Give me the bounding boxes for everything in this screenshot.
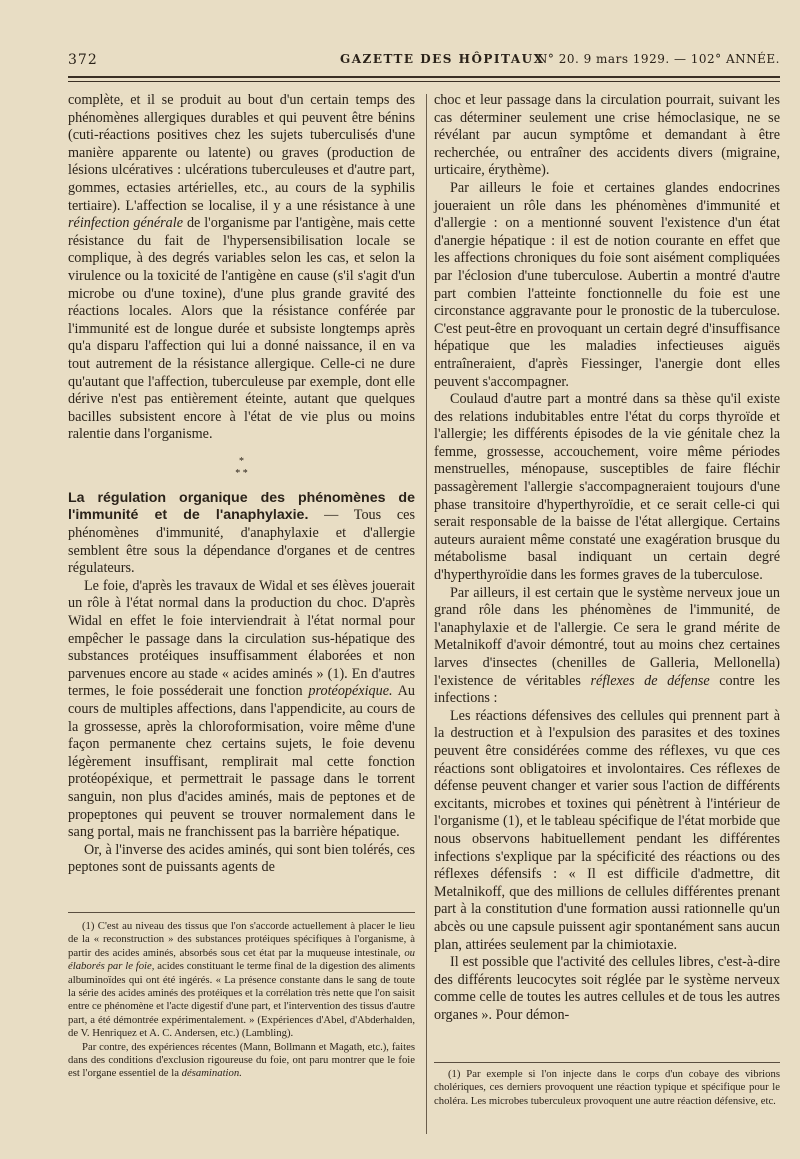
- right-column: [434, 92, 780, 1024]
- paragraph: [68, 578, 415, 842]
- italic-text: réinfection générale: [68, 215, 184, 232]
- text-run: de l'organisme par l'antigène, mais cette résistance du fait de l'hypersensibilisation locale se complique, à des degrés variables selon les cas, et selon la virulence ou la toxicité de l'antigène en cause (s'il s'agit d'un microbe ou d'une toxine), d'une plus grande gravité des réactions locales. Alors que la résistance conférée par l'immunité est de longue durée et subsiste longtemps après qu'a disparu l'affection qui lui a donné naissance, il en va tout autrement de la résistance allergique. Celle-ci ne dure qu'autant que l'affection, tuberculeuse par exemple, dont elle dérive n'est pas entièrement éteinte, autant que quelques bacilles subsistent encore à l'état de vie plus ou moins ralentie dans l'organisme.: [68, 215, 415, 443]
- issue-info: N° 20. 9 mars 1929. — 102° ANNÉE.: [536, 52, 780, 66]
- column-divider: [426, 94, 427, 1134]
- text-run: Au cours de multiples affections, dans l'appendicite, au cours de la grossesse, après la chloroformisation, voire même d'une façon permanente chez certains sujets, le foie devenu légèrement insuffisant, remplirait mal cette fonction protéopéxique, et permettrait le passage dans le torrent sanguin, non plus d'acides aminés, mais de peptones et de propeptones qui peuvent se trouver normalement dans le sang portal, mais ne franchissent pas la barrière hépatique.: [68, 683, 416, 841]
- text-run: acides constituant le terme final de la digestion des aliments albuminoïdes qui ont été ingérés. « La présence constante dans le sang de toute la série des acides aminés des protéiques et la corrélation très nette que l'on saisit entre ce phénomène et l'acte digestif d'une part, et l'intervention des tissus d'autre part, a été démontrée expérimentalement. » (Expériences d'Abel, d'Abderhalden, de V. Henriquez et A. C. Andersen, etc.) (Lambling).: [68, 960, 415, 1040]
- paragraph: Coulaud d'autre part a montré dans sa thèse qu'il existe des relations indubitables entre l'état du corps thyroïde et l'allergie; les différents épisodes de la vie génitale chez la femme, grossesse, accouchement, voire même périodes menstruelles, ménopause, susceptibles de faire fléchir passagèrement l'allergie s'accompagneraient toujours d'une phase transitoire d'hyperthyroïdie, et ce serait celle-ci qui serait responsable de la baisse de l'état allergique. Certains auteurs auraient même constaté une exagération brusque du métabolisme basal indiquant un certain degré d'hyperthyroïdie dans les formes graves de la tuberculose.: [434, 391, 780, 584]
- footnote-rule: [68, 912, 415, 913]
- paragraph: [434, 585, 780, 708]
- italic-text: désamination.: [181, 1067, 242, 1080]
- text-run: contre les infections :: [434, 672, 781, 707]
- text-run: — Tous ces phénomènes d'immunité, d'anaphylaxie et d'allergie semblent être sous la dépendance d'organes et de centres régulateurs.: [68, 507, 416, 577]
- paragraph: Or, à l'inverse des acides aminés, qui sont bien tolérés, ces peptones sont de puissants agents de: [68, 841, 415, 876]
- footnote: (1) Par exemple si l'on injecte dans le corps d'un cobaye des vibrions cholériques, ces derniers provoquent une réaction typique et spécifique pour le choléra. Les microbes tuberculeux provoquent une autre réaction défensive, etc.: [434, 1068, 780, 1107]
- left-footnote: [68, 920, 415, 1081]
- paragraph: [68, 92, 415, 444]
- footnote: [68, 920, 415, 1041]
- section-stars: * * *: [235, 455, 248, 479]
- header-rule-thick: [68, 76, 780, 78]
- text-run: complète, et il se produit au bout d'un certain temps des phénomènes allergiques durables et qui peuvent être bénins (cuti-réactions positives chez les sujets tuberculisés d'une manière apparente ou latente) ou graves (production de lésions ulcératives : ulcérations tuberculeuses et d'autre part, gommes, ectasies artérielles, etc., au cours de la syphilis tertiaire). L'affection se localise, il y a une résistance à une: [68, 92, 415, 214]
- journal-title: GAZETTE DES HÔPITAUX: [340, 52, 545, 66]
- left-column: [68, 92, 415, 877]
- paragraph: choc et leur passage dans la circulation pourrait, suivant les cas déterminer seulement une crise hémoclasique, ne se révélant par aucun symptôme et demandant à être recherchée, ou entraîner des accidents divers (migraine, urticaire, érythème).: [434, 92, 780, 179]
- text-run: (1) C'est au niveau des tissus que l'on s'accorde actuellement à placer le lieu de la « reconstruction » des substances protéiques spécifiques à l'organisme, à partir des acides aminés, absorbés sous cet état par la muqueuse intestinale,: [68, 920, 415, 959]
- footnote: [68, 1041, 415, 1081]
- right-footnote: [434, 1068, 780, 1108]
- text-run: Par contre, des expériences récentes (Mann, Bollmann et Magath, etc.), faites dans des conditions d'exclusion rigoureuse du foie, ont paru montrer que le foie est l'organe essentiel de la: [68, 1040, 415, 1080]
- section-heading: La régulation organique des phénomènes de l'immunité et de l'anaphylaxie.: [68, 489, 415, 524]
- page-number: 372: [68, 52, 98, 68]
- italic-text: réflexes de défense: [590, 672, 710, 689]
- paragraph: Par ailleurs le foie et certaines glandes endocrines joueraient un rôle dans les phénomènes d'immunité et d'allergie : on a mentionné souvent l'existence d'un état d'anergie hépatique : il est de notion courante en effet que les affections chroniques du foie sont aisément compliquées par l'éclosion d'une tuberculose. Aubertin a montré d'autre part combien l'atteinte fonctionnelle du foie est une circonstance aggravante pour le pronostic de la tuberculose. C'est peut-être en provoquant un certain degré d'insuffisance hépatique que les maladies infectieuses aiguës entraîneraient, d'après Fiessinger, l'anergie dont elles peuvent s'accompagner.: [434, 179, 780, 390]
- paragraph: Il est possible que l'activité des cellules libres, c'est-à-dire des différents leucocytes soit réglée par le système nerveux comme celle de toutes les autres cellules et de tous les autres organes ». Pour démon-: [434, 954, 780, 1023]
- text-run: Par ailleurs, il est certain que le système nerveux joue un grand rôle dans les phénomènes de l'immunité, de l'anaphylaxie et de l'allergie. Ce sera le grand mérite de Metalnikoff d'avoir démontré, tout au moins chez certaines larves d'insectes (chenilles de Galleria, Mellonella) l'existence de véritables: [434, 584, 780, 689]
- text-run: Le foie, d'après les travaux de Widal et ses élèves jouerait un rôle à l'état normal dans la production du choc. D'après Widal en effet le foie interviendrait à l'état normal pour empêcher le passage dans la circulation sus-hépatique des substances protéiques insuffisamment élaborées et non parvenues encore au stade « acides aminés » (1). En d'autres termes, le foie posséderait une fonction: [68, 577, 415, 700]
- section-paragraph: [68, 490, 415, 578]
- italic-text: protéopéxique.: [308, 683, 393, 700]
- footnote-rule: [434, 1062, 780, 1063]
- paragraph: Les réactions défensives des cellules qui prennent part à la destruction et à l'expulsion des parasites et des toxines peuvent être considérées comme des réflexes, vu que ces réactions sont obligatoires et involontaires. Ces réflexes de défense peuvent changer et varier sous l'action de différents excitants, microbes et toxines qui pénètrent à l'intérieur de l'organisme (1), et le tableau spécifique de l'état morbide que nous observons habituellement pendant les différentes infections s'explique par la spécificité des réactions ou des réflexes défensifs : « Il est difficile d'admettre, dit Metalnikoff, que des millions de cellules différentes prenant part à la constitution d'une formation aussi rationnelle qu'un abcès ou une capsule puissent agir spontanément sans aucun plan, attirées seulement par la chimiotaxie.: [434, 707, 780, 953]
- header-rule-thin: [68, 81, 780, 82]
- italic-text: ou élaborés par le foie,: [68, 946, 415, 973]
- page-header: [68, 50, 780, 70]
